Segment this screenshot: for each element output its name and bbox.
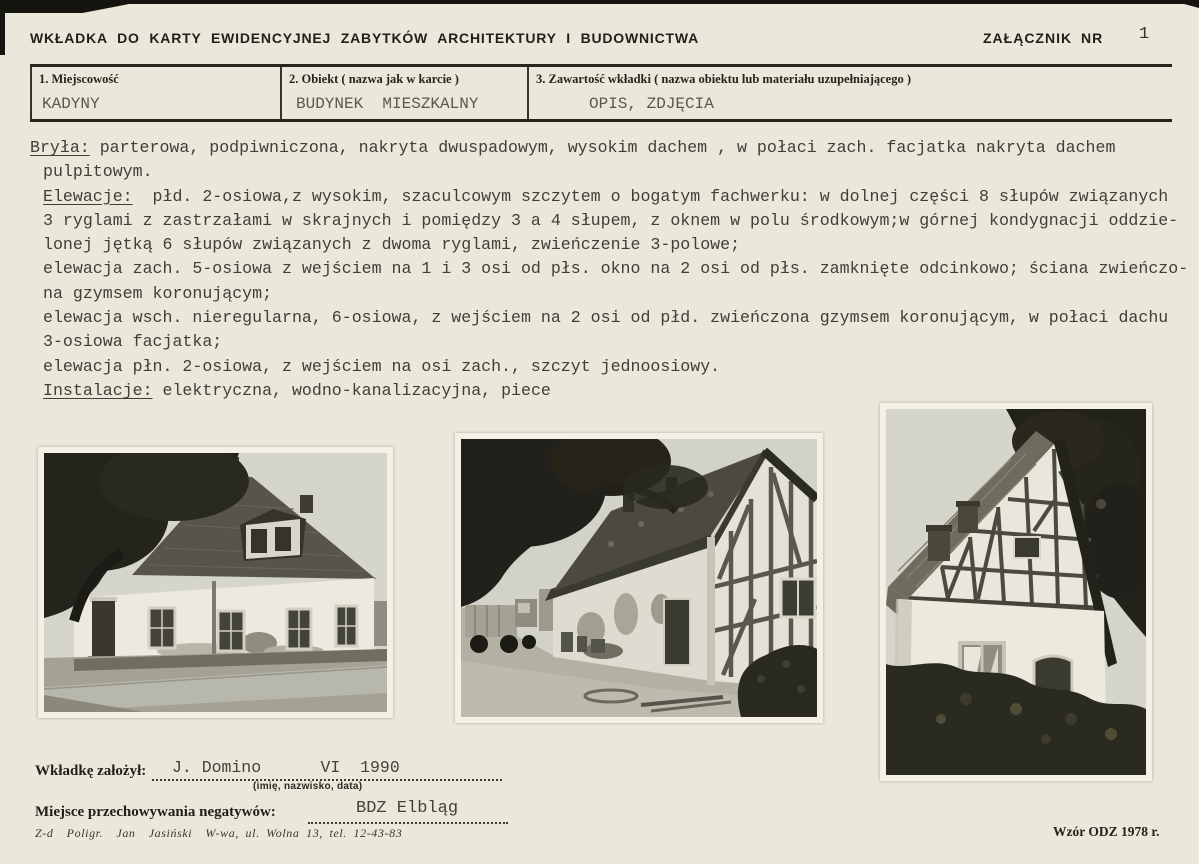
scan-edge-top — [0, 0, 1199, 4]
page-title: WKŁADKA DO KARTY EWIDENCYJNEJ ZABYTKÓW ARCHITEKTURY I BUDOWNICTWA — [30, 30, 700, 46]
description-lead: Elewacje: — [43, 186, 133, 206]
description-line — [30, 160, 1199, 184]
description-text: lonej jętką 6 słupów związanych z dwoma ryglami, zwieńczenie 3-polowe; — [43, 235, 741, 255]
description-line — [30, 282, 1199, 306]
description-line — [30, 379, 1199, 403]
founder-value: J. Domino VI 1990 — [172, 758, 400, 777]
description-text: elewacja zach. 5-osiowa z wejściem na 1 i 3 osi od płs. okno na 2 osi od płs. zamknięte odcinkowo; ściana zwieńczo- — [43, 259, 1189, 279]
description-lead: Instalacje: — [43, 380, 153, 400]
field-miejscowosc — [30, 67, 280, 119]
description-line — [30, 185, 1199, 209]
description-text: pulpitowym. — [43, 162, 153, 182]
photo-house-street-view-image — [44, 453, 387, 712]
header-table — [30, 64, 1172, 122]
negatives-value: BDZ Elbląg — [356, 799, 459, 818]
negatives-label: Miejsce przechowywania negatywów: — [35, 804, 276, 820]
form-model: Wzór ODZ 1978 r. — [1053, 824, 1160, 839]
field-zawartosc-label: 3. Zawartość wkładki ( nazwa obiektu lub materiału uzupełniającego ) — [536, 72, 912, 86]
description-line — [30, 136, 1199, 160]
founder-hint: (imię, nazwisko, data) — [253, 781, 363, 792]
scan-edge-left — [0, 0, 5, 55]
field-miejscowosc-label: 1. Miejscowość — [39, 72, 119, 86]
description-line — [30, 355, 1199, 379]
field-obiekt-label: 2. Obiekt ( nazwa jak w karcie ) — [289, 72, 459, 86]
description-line — [30, 330, 1199, 354]
description-line — [30, 306, 1199, 330]
description-lead: Bryła: — [30, 138, 90, 157]
description-line — [30, 257, 1199, 281]
description-text: 3 ryglami z zastrzałami w skrajnych i pomiędzy 3 a 4 słupem, z oknem w polu środkowym;w górnej kondygnacji oddzie- — [43, 210, 1179, 230]
description-text: parterowa, podpiwniczona, nakryta dwuspadowym, wysokim dachem , w połaci zach. facjatka nakryta dachem — [89, 138, 1116, 157]
attachment-label: ZAŁĄCZNIK NR — [983, 30, 1104, 46]
scan-corner-top-left — [0, 0, 150, 13]
description-line — [30, 233, 1199, 257]
field-obiekt-value: BUDYNEK MIESZKALNY — [296, 95, 479, 113]
field-zawartosc-value: OPIS, ZDJĘCIA — [589, 95, 714, 113]
photo-house-yard-view-image — [461, 439, 817, 717]
founder-label: Wkładkę założył: — [35, 763, 147, 779]
description-text: elewacja wsch. nieregularna, 6-osiowa, z wejściem na 2 osi od płd. zwieńczona gzymsem koronującym, w połaci dachu — [43, 308, 1169, 328]
description-text: elektryczna, wodno-kanalizacyjna, piece — [152, 380, 551, 400]
description-text: 3-osiowa facjatka; — [43, 332, 223, 352]
printer-credit: Z-d Poligr. Jan Jasiński W-wa, ul. Wolna 13, tel. 12-43-83 — [35, 826, 403, 840]
description-line — [30, 209, 1199, 233]
photo-house-gable-view-image — [886, 409, 1146, 775]
field-miejscowosc-value: KADYNY — [42, 95, 100, 113]
field-zawartosc — [527, 67, 1172, 119]
description-text: elewacja płn. 2-osiowa, z wejściem na osi zach., szczyt jednoosiowy. — [43, 356, 721, 376]
field-obiekt — [280, 67, 527, 119]
attachment-number: 1 — [1139, 25, 1150, 44]
photo-house-yard-view — [455, 433, 823, 723]
photo-house-gable-view — [880, 403, 1152, 781]
description-text: na gzymsem koronującym; — [43, 283, 273, 303]
description-block — [30, 136, 1199, 403]
photo-house-street-view — [38, 447, 393, 718]
description-text: płd. 2-osiowa,z wysokim, szaculcowym szczytem o bogatym fachwerku: w dolnej części 8 słupów związanych — [132, 186, 1169, 206]
